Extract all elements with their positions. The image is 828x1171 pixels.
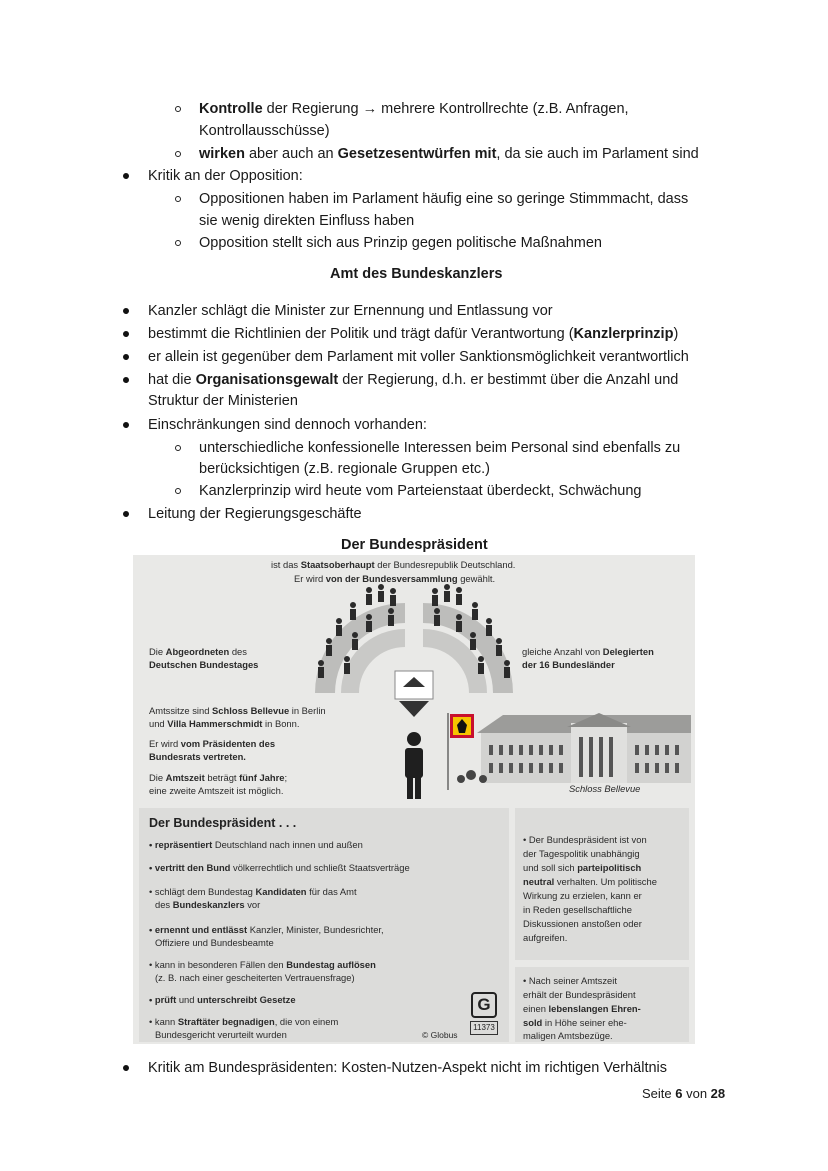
- list-item: wirken aber auch an Gesetzesentwürfen mit, da sie auch im Parlament sind: [199, 146, 699, 162]
- duty-item: • ernennt und entlässt Kanzler, Minister, Bundesrichter,: [149, 924, 384, 935]
- list-item: Kritik an der Opposition:: [148, 168, 303, 184]
- person-icon: [366, 614, 372, 632]
- person-icon: [350, 602, 356, 620]
- president-figure-icon: [405, 732, 423, 799]
- neutrality-text: • Der Bundespräsident ist von: [523, 834, 647, 845]
- bullet: [123, 308, 129, 314]
- bullet: [123, 1065, 129, 1071]
- list-item: er allein ist gegenüber dem Parlament mit voller Sanktionsmöglichkeit verantwortlich: [148, 349, 689, 365]
- left-label: Die Abgeordneten des: [149, 646, 247, 657]
- duty-item: • vertritt den Bund völkerrechtlich und schließt Staatsverträge: [149, 862, 410, 873]
- sub-bullet: [175, 488, 181, 494]
- bullet: [123, 173, 129, 179]
- person-icon: [318, 660, 324, 678]
- representation-text: Bundesrats vertreten.: [149, 751, 246, 762]
- duty-item: • kann in besonderen Fällen den Bundestag auflösen: [149, 959, 376, 970]
- list-item: Kanzler schlägt die Minister zur Ernennung und Entlassung vor: [148, 303, 553, 319]
- sub-bullet: [175, 445, 181, 451]
- list-item: Oppositionen haben im Parlament häufig eine so geringe Stimmmacht, dass: [199, 191, 689, 207]
- globus-logo: [470, 992, 496, 1040]
- person-icon: [378, 584, 384, 602]
- pension-text: maligen Amtsbezüge.: [523, 1030, 613, 1041]
- section-heading: Amt des Bundeskanzlers: [330, 266, 503, 282]
- page-number: Seite 6 von 28: [642, 1086, 726, 1101]
- duty-item: • repräsentiert Deutschland nach innen und außen: [149, 839, 363, 850]
- neutrality-text: der Tagespolitik unabhängig: [523, 848, 640, 859]
- person-icon: [366, 587, 372, 605]
- president-and-building-illustration: [393, 705, 695, 805]
- building-icon: [457, 713, 691, 783]
- duty-item: • kann Straftäter begnadigen, die von einem: [149, 1016, 339, 1027]
- sub-bullet: [175, 240, 181, 246]
- intro-line: Er wird von der Bundesversammlung gewählt.: [294, 573, 496, 584]
- credit: © Globus: [422, 1030, 458, 1040]
- right-label: gleiche Anzahl von Delegierten: [522, 646, 654, 657]
- bullet: [123, 331, 129, 337]
- person-icon: [432, 588, 438, 606]
- person-icon: [504, 660, 510, 678]
- person-icon: [486, 618, 492, 636]
- person-icon: [470, 632, 476, 650]
- globus-logo-number: 11373: [470, 1021, 498, 1035]
- seat-text: Amtssitze sind Schloss Bellevue in Berlin: [149, 705, 326, 716]
- person-icon: [390, 588, 396, 606]
- duty-item-continued: Bundesgericht verurteilt wurden: [155, 1029, 287, 1040]
- person-icon: [472, 602, 478, 620]
- list-item-continued: berücksichtigen (z.B. regionale Gruppen etc.): [199, 461, 490, 477]
- list-item: Kontrolle der Regierung → mehrere Kontrollrechte (z.B. Anfragen,: [199, 101, 629, 117]
- list-item: bestimmt die Richtlinien der Politik und trägt dafür Verantwortung (Kanzlerprinzip): [148, 326, 679, 342]
- list-item: Einschränkungen sind dennoch vorhanden:: [148, 417, 427, 433]
- pension-text: • Nach seiner Amtszeit: [523, 975, 617, 986]
- duty-item-continued: des Bundeskanzlers vor: [155, 899, 261, 910]
- term-text: Die Amtszeit beträgt fünf Jahre;: [149, 772, 288, 783]
- neutrality-text: in Reden gesellschaftliche: [523, 904, 632, 915]
- duty-item: • prüft und unterschreibt Gesetze: [149, 994, 296, 1005]
- person-icon: [444, 584, 450, 602]
- person-icon: [434, 608, 440, 626]
- list-item-continued: sie wenig direkten Einfluss haben: [199, 213, 415, 229]
- globus-logo-letter: G: [471, 992, 497, 1018]
- person-icon: [352, 632, 358, 650]
- person-icon: [326, 638, 332, 656]
- list-item-continued: Kontrollausschüsse): [199, 123, 330, 139]
- list-item: Opposition stellt sich aus Prinzip gegen politische Maßnahmen: [199, 235, 602, 251]
- left-label: Deutschen Bundestages: [149, 659, 259, 670]
- list-item: Leitung der Regierungsgeschäfte: [148, 506, 362, 522]
- neutrality-text: Wirkung zu erzielen, kann er: [523, 890, 642, 901]
- neutrality-text: aufgreifen.: [523, 932, 568, 943]
- list-item: unterschiedliche konfessionelle Interessen beim Personal sind ebenfalls zu: [199, 440, 681, 456]
- bullet: [123, 354, 129, 360]
- neutrality-text: neutral verhalten. Um politische: [523, 876, 657, 887]
- term-text: eine zweite Amtszeit ist möglich.: [149, 785, 284, 796]
- duty-item-continued: (z. B. nach einer gescheiterten Vertrauensfrage): [155, 972, 355, 983]
- bundespraesident-infographic: [133, 555, 695, 1044]
- list-item: Kritik am Bundespräsidenten: Kosten-Nutzen-Aspekt nicht im richtigen Verhältnis: [148, 1060, 668, 1076]
- sub-bullet: [175, 106, 181, 112]
- bullet: [123, 511, 129, 517]
- pension-text: sold in Höhe seiner ehe-: [523, 1017, 627, 1028]
- duty-item-continued: Offiziere und Bundesbeamte: [155, 937, 274, 948]
- neutrality-text: und soll sich parteipolitisch: [523, 862, 642, 873]
- duties-heading: Der Bundespräsident . . .: [149, 816, 297, 830]
- duty-item: • schlägt dem Bundestag Kandidaten für das Amt: [149, 886, 357, 897]
- person-icon: [388, 608, 394, 626]
- list-item: Kanzlerprinzip wird heute vom Parteienstaat überdeckt, Schwächung: [199, 483, 642, 499]
- list-item-continued: Struktur der Ministerien: [148, 393, 298, 409]
- sub-bullet: [175, 196, 181, 202]
- person-icon: [478, 656, 484, 674]
- right-label: der 16 Bundesländer: [522, 659, 615, 670]
- seat-text: und Villa Hammerschmidt in Bonn.: [149, 718, 300, 729]
- person-icon: [456, 587, 462, 605]
- bullet: [123, 377, 129, 383]
- bullet: [123, 422, 129, 428]
- pension-text: einen lebenslangen Ehren-: [523, 1003, 641, 1014]
- list-item: hat die Organisationsgewalt der Regierung, d.h. er bestimmt über die Anzahl und: [148, 372, 679, 388]
- infographic-title: Der Bundespräsident: [341, 537, 488, 553]
- representation-text: Er wird vom Präsidenten des: [149, 738, 276, 749]
- person-icon: [336, 618, 342, 636]
- neutrality-text: Diskussionen anstoßen oder: [523, 918, 642, 929]
- sub-bullet: [175, 151, 181, 157]
- person-icon: [344, 656, 350, 674]
- intro-line: ist das Staatsoberhaupt der Bundesrepublik Deutschland.: [271, 559, 516, 570]
- pension-text: erhält der Bundespräsident: [523, 989, 636, 1000]
- person-icon: [496, 638, 502, 656]
- building-caption: Schloss Bellevue: [569, 783, 641, 794]
- person-icon: [456, 614, 462, 632]
